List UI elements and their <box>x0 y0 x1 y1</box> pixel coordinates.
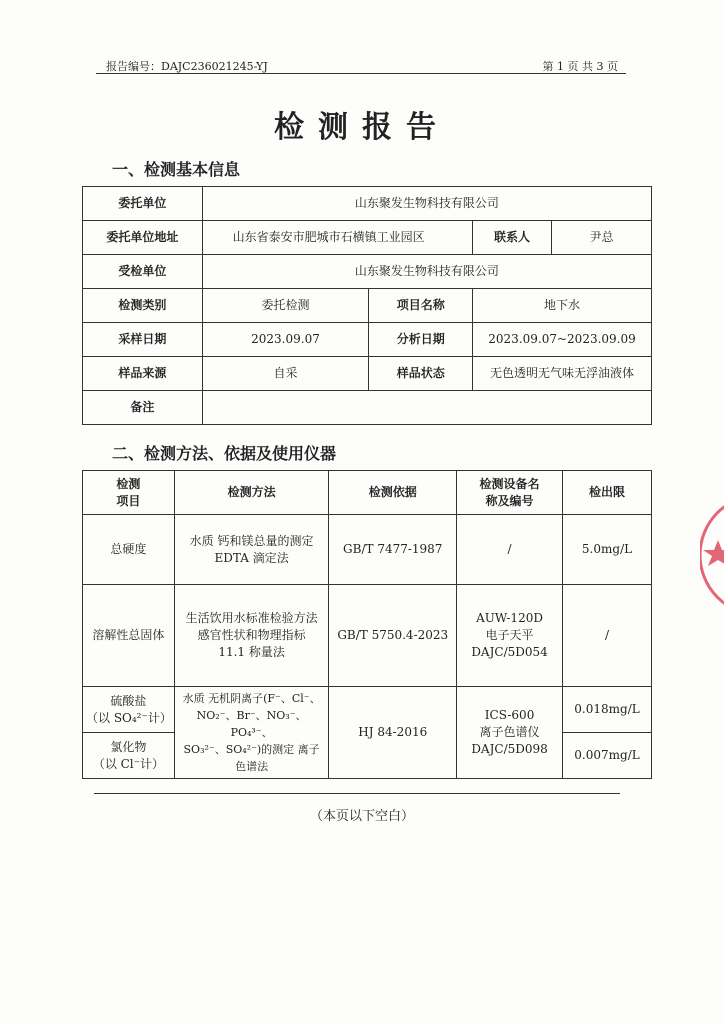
limit-cell: / <box>563 585 652 687</box>
state-value: 无色透明无气味无浮油液体 <box>473 357 652 391</box>
analysis-date-label: 分析日期 <box>369 323 473 357</box>
method-cell <box>174 515 329 585</box>
header-item-line: 检测 <box>116 476 141 491</box>
header-device <box>457 471 563 515</box>
device-line: 离子色谱仪 <box>479 725 540 739</box>
sample-date-value: 2023.09.07 <box>202 323 369 357</box>
project-label: 项目名称 <box>369 289 473 323</box>
basis-cell: GB/T 7477-1987 <box>329 515 457 585</box>
method-table <box>82 470 652 779</box>
project-value: 地下水 <box>473 289 652 323</box>
client-label: 委托单位 <box>83 187 203 221</box>
header-method: 检测方法 <box>174 471 329 515</box>
device-line: ICS-600 <box>484 708 535 722</box>
contact-value: 尹总 <box>589 230 614 244</box>
method-line: NO₂⁻、Br⁻、NO₃⁻、PO₄³⁻、 <box>196 709 307 739</box>
device-cell: / <box>457 515 563 585</box>
header-item-line: 项目 <box>116 493 141 508</box>
limit-cell: 5.0mg/L <box>563 515 652 585</box>
receiver-label: 受检单位 <box>83 255 203 289</box>
header-item <box>83 471 175 515</box>
limit-cell: 0.018mg/L <box>563 687 652 733</box>
receiver-value: 山东聚发生物科技有限公司 <box>202 255 651 289</box>
sample-date-label: 采样日期 <box>83 323 203 357</box>
device-line: DAJC/5D054 <box>471 645 548 659</box>
contact-cell <box>473 221 652 255</box>
item-line: 硫酸盐 <box>110 693 147 708</box>
page-info: 第 1 页 共 3 页 <box>542 60 618 73</box>
item-cell <box>83 687 175 733</box>
state-label: 样品状态 <box>369 357 473 391</box>
address-value: 山东省泰安市肥城市石横镇工业园区 <box>202 221 472 255</box>
source-value: 自采 <box>202 357 369 391</box>
method-line: 11.1 称量法 <box>218 645 285 659</box>
table-row <box>83 585 652 687</box>
item-line: 氯化物 <box>110 739 147 754</box>
method-line: SO₃²⁻、SO₄²⁻)的测定 离子 <box>183 743 320 756</box>
table-row <box>83 515 652 585</box>
table-row <box>83 687 652 733</box>
device-line: DAJC/5D098 <box>471 742 548 756</box>
footer-divider <box>94 793 620 794</box>
basic-info-table <box>82 186 652 425</box>
analysis-date-value: 2023.09.07~2023.09.09 <box>473 323 652 357</box>
item-cell: 总硬度 <box>83 515 175 585</box>
header-device-line: 检测设备名 <box>479 476 540 491</box>
report-number: 报告编号：DAJC236021245-YJ <box>106 60 268 73</box>
item-cell <box>83 733 175 779</box>
device-line: AUW-120D <box>476 611 543 625</box>
device-cell <box>457 585 563 687</box>
method-line: 生活饮用水标准检验方法 <box>185 611 318 625</box>
page-title: 检测报告 <box>274 110 450 145</box>
method-line: EDTA 滴定法 <box>214 550 289 565</box>
blank-notice: （本页以下空白） <box>309 809 414 824</box>
header-limit: 检出限 <box>563 471 652 515</box>
seal-stamp-icon <box>700 490 724 620</box>
method-line: 水质 无机阴离子(F⁻、Cl⁻、 <box>182 692 321 705</box>
item-line: （以 Cl⁻计） <box>92 756 164 771</box>
type-label: 检测类别 <box>83 289 203 323</box>
client-value: 山东聚发生物科技有限公司 <box>202 187 651 221</box>
section1-heading: 一、检测基本信息 <box>112 160 241 179</box>
type-value: 委托检测 <box>202 289 369 323</box>
limit-cell: 0.007mg/L <box>563 733 652 779</box>
note-value <box>202 391 651 425</box>
method-line: 感官性状和物理指标 <box>197 628 306 642</box>
basis-cell: GB/T 5750.4-2023 <box>329 585 457 687</box>
page-header <box>96 55 626 74</box>
method-cell <box>174 687 329 779</box>
method-line: 色谱法 <box>235 760 269 773</box>
source-label: 样品来源 <box>83 357 203 391</box>
device-cell <box>457 687 563 779</box>
basis-cell: HJ 84-2016 <box>329 687 457 779</box>
item-line: （以 SO₄²⁻计） <box>86 710 172 725</box>
device-line: 电子天平 <box>485 628 534 642</box>
method-line: 水质 钙和镁总量的测定 <box>189 533 314 548</box>
header-device-line: 称及编号 <box>485 493 534 508</box>
item-cell: 溶解性总固体 <box>83 585 175 687</box>
address-label: 委托单位地址 <box>83 221 203 255</box>
section2-heading: 二、检测方法、依据及使用仪器 <box>112 444 337 463</box>
method-cell <box>174 585 329 687</box>
header-basis: 检测依据 <box>329 471 457 515</box>
contact-label: 联系人 <box>473 221 552 254</box>
note-label: 备注 <box>83 391 203 425</box>
